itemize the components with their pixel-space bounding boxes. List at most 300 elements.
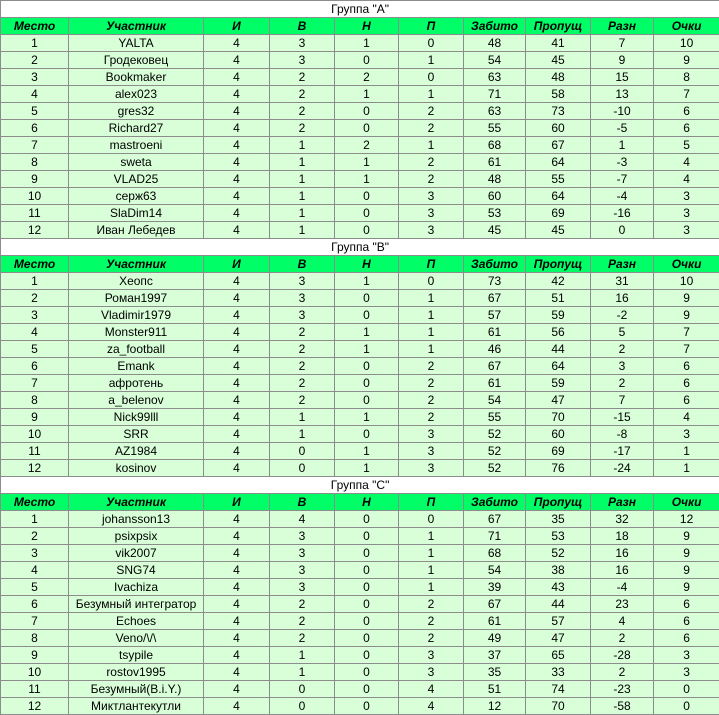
cell-goal-difference: 2 [591, 630, 654, 647]
cell-goals-scored: 67 [464, 511, 526, 528]
cell-goal-difference: 2 [591, 341, 654, 358]
cell-goals-conceded: 42 [526, 273, 591, 290]
cell-participant: SNG74 [69, 562, 204, 579]
column-header-row [1, 18, 719, 35]
header-goals-conceded: Пропущ [526, 18, 591, 35]
cell-participant: Emank [69, 358, 204, 375]
group-title: Группа "B" [1, 239, 719, 256]
cell-points: 3 [654, 222, 719, 239]
cell-goals-scored: 45 [464, 222, 526, 239]
cell-draws: 0 [335, 375, 399, 392]
header-goals-conceded: Пропущ [526, 494, 591, 511]
cell-participant: Bookmaker [69, 69, 204, 86]
cell-points: 6 [654, 392, 719, 409]
cell-participant: rostov1995 [69, 664, 204, 681]
cell-goals-scored: 46 [464, 341, 526, 358]
cell-goals-conceded: 45 [526, 52, 591, 69]
table-row [1, 35, 719, 52]
cell-participant: Безумный интегратор [69, 596, 204, 613]
cell-wins: 3 [270, 35, 335, 52]
cell-goals-conceded: 64 [526, 154, 591, 171]
cell-participant: Veno/\/\ [69, 630, 204, 647]
cell-points: 3 [654, 647, 719, 664]
header-games: И [204, 494, 270, 511]
cell-draws: 0 [335, 698, 399, 715]
table-row [1, 86, 719, 103]
cell-participant: афротень [69, 375, 204, 392]
table-row [1, 154, 719, 171]
cell-games: 4 [204, 647, 270, 664]
cell-goals-scored: 51 [464, 681, 526, 698]
cell-games: 4 [204, 222, 270, 239]
cell-goal-difference: -5 [591, 120, 654, 137]
header-wins: В [270, 18, 335, 35]
cell-participant: za_football [69, 341, 204, 358]
header-goals-scored: Забито [464, 494, 526, 511]
header-draws: Н [335, 256, 399, 273]
cell-points: 6 [654, 613, 719, 630]
cell-games: 4 [204, 562, 270, 579]
cell-losses: 2 [399, 596, 464, 613]
cell-wins: 3 [270, 545, 335, 562]
cell-goal-difference: -28 [591, 647, 654, 664]
cell-wins: 1 [270, 188, 335, 205]
cell-losses: 0 [399, 35, 464, 52]
table-row [1, 426, 719, 443]
cell-goals-scored: 52 [464, 460, 526, 477]
cell-place: 5 [1, 103, 69, 120]
cell-wins: 2 [270, 630, 335, 647]
cell-losses: 1 [399, 290, 464, 307]
cell-goals-scored: 35 [464, 664, 526, 681]
cell-goal-difference: -8 [591, 426, 654, 443]
cell-goals-conceded: 73 [526, 103, 591, 120]
cell-losses: 2 [399, 392, 464, 409]
cell-wins: 3 [270, 307, 335, 324]
cell-goals-conceded: 69 [526, 205, 591, 222]
cell-draws: 1 [335, 154, 399, 171]
cell-draws: 0 [335, 596, 399, 613]
column-header-row [1, 256, 719, 273]
cell-losses: 2 [399, 630, 464, 647]
table-row [1, 664, 719, 681]
cell-draws: 1 [335, 273, 399, 290]
cell-games: 4 [204, 579, 270, 596]
cell-points: 9 [654, 545, 719, 562]
cell-goals-scored: 52 [464, 426, 526, 443]
cell-draws: 0 [335, 528, 399, 545]
cell-goals-conceded: 58 [526, 86, 591, 103]
cell-wins: 2 [270, 613, 335, 630]
table-row [1, 171, 719, 188]
table-row [1, 409, 719, 426]
table-row [1, 460, 719, 477]
cell-losses: 3 [399, 664, 464, 681]
cell-losses: 2 [399, 120, 464, 137]
cell-goal-difference: 2 [591, 375, 654, 392]
cell-goal-difference: 0 [591, 222, 654, 239]
cell-draws: 0 [335, 579, 399, 596]
cell-games: 4 [204, 358, 270, 375]
cell-goals-conceded: 64 [526, 358, 591, 375]
cell-place: 2 [1, 528, 69, 545]
cell-goals-scored: 60 [464, 188, 526, 205]
cell-goal-difference: 1 [591, 137, 654, 154]
cell-draws: 0 [335, 630, 399, 647]
header-games: И [204, 256, 270, 273]
cell-goals-conceded: 52 [526, 545, 591, 562]
table-row [1, 647, 719, 664]
cell-draws: 1 [335, 324, 399, 341]
cell-goals-scored: 37 [464, 647, 526, 664]
cell-goals-conceded: 45 [526, 222, 591, 239]
cell-place: 11 [1, 205, 69, 222]
cell-games: 4 [204, 307, 270, 324]
cell-goals-conceded: 38 [526, 562, 591, 579]
cell-participant: a_belenov [69, 392, 204, 409]
cell-draws: 0 [335, 52, 399, 69]
cell-wins: 3 [270, 528, 335, 545]
cell-goal-difference: -2 [591, 307, 654, 324]
cell-goals-conceded: 59 [526, 307, 591, 324]
cell-goals-scored: 55 [464, 120, 526, 137]
cell-participant: sweta [69, 154, 204, 171]
header-participant: Участник [69, 18, 204, 35]
cell-wins: 0 [270, 681, 335, 698]
cell-participant: gres32 [69, 103, 204, 120]
cell-wins: 3 [270, 52, 335, 69]
cell-goals-scored: 57 [464, 307, 526, 324]
group-title: Группа "C" [1, 477, 719, 494]
cell-participant: Хеопс [69, 273, 204, 290]
header-place: Место [1, 256, 69, 273]
cell-points: 10 [654, 273, 719, 290]
cell-goals-conceded: 44 [526, 341, 591, 358]
cell-place: 6 [1, 358, 69, 375]
cell-points: 8 [654, 69, 719, 86]
cell-goals-conceded: 69 [526, 443, 591, 460]
cell-draws: 0 [335, 120, 399, 137]
cell-goals-conceded: 65 [526, 647, 591, 664]
cell-goals-scored: 48 [464, 171, 526, 188]
cell-goals-conceded: 59 [526, 375, 591, 392]
cell-goals-scored: 48 [464, 35, 526, 52]
table-row [1, 324, 719, 341]
cell-points: 4 [654, 171, 719, 188]
cell-wins: 2 [270, 341, 335, 358]
header-goal-difference: Разн [591, 18, 654, 35]
header-draws: Н [335, 494, 399, 511]
cell-points: 6 [654, 120, 719, 137]
cell-points: 9 [654, 528, 719, 545]
cell-goals-conceded: 41 [526, 35, 591, 52]
cell-games: 4 [204, 86, 270, 103]
cell-goals-scored: 68 [464, 137, 526, 154]
cell-goals-conceded: 67 [526, 137, 591, 154]
cell-games: 4 [204, 205, 270, 222]
table-row [1, 630, 719, 647]
cell-losses: 1 [399, 341, 464, 358]
cell-games: 4 [204, 52, 270, 69]
cell-games: 4 [204, 324, 270, 341]
header-games: И [204, 18, 270, 35]
cell-draws: 0 [335, 664, 399, 681]
cell-goal-difference: 31 [591, 273, 654, 290]
cell-participant: tsypile [69, 647, 204, 664]
cell-games: 4 [204, 290, 270, 307]
group-title: Группа "A" [1, 1, 719, 18]
cell-losses: 4 [399, 681, 464, 698]
cell-goals-conceded: 53 [526, 528, 591, 545]
cell-wins: 2 [270, 324, 335, 341]
cell-points: 7 [654, 86, 719, 103]
cell-draws: 0 [335, 545, 399, 562]
cell-games: 4 [204, 120, 270, 137]
cell-place: 3 [1, 69, 69, 86]
cell-points: 9 [654, 290, 719, 307]
cell-wins: 2 [270, 358, 335, 375]
header-draws: Н [335, 18, 399, 35]
cell-points: 9 [654, 307, 719, 324]
cell-wins: 3 [270, 579, 335, 596]
table-row [1, 222, 719, 239]
header-losses: П [399, 494, 464, 511]
cell-points: 3 [654, 426, 719, 443]
cell-points: 9 [654, 562, 719, 579]
cell-losses: 2 [399, 154, 464, 171]
cell-place: 4 [1, 562, 69, 579]
cell-points: 6 [654, 358, 719, 375]
cell-goal-difference: -15 [591, 409, 654, 426]
header-place: Место [1, 494, 69, 511]
cell-wins: 0 [270, 443, 335, 460]
table-row [1, 188, 719, 205]
table-row [1, 205, 719, 222]
cell-participant: SRR [69, 426, 204, 443]
cell-goals-scored: 63 [464, 69, 526, 86]
cell-goal-difference: 7 [591, 35, 654, 52]
cell-losses: 3 [399, 460, 464, 477]
header-wins: В [270, 256, 335, 273]
cell-goal-difference: 16 [591, 545, 654, 562]
table-row [1, 341, 719, 358]
cell-goals-scored: 67 [464, 358, 526, 375]
cell-place: 7 [1, 375, 69, 392]
cell-games: 4 [204, 596, 270, 613]
cell-place: 2 [1, 52, 69, 69]
cell-goal-difference: 3 [591, 358, 654, 375]
cell-goals-conceded: 51 [526, 290, 591, 307]
table-row [1, 375, 719, 392]
table-row [1, 545, 719, 562]
table-row [1, 562, 719, 579]
cell-goals-scored: 52 [464, 443, 526, 460]
cell-place: 5 [1, 341, 69, 358]
table-row [1, 596, 719, 613]
header-points: Очки [654, 494, 719, 511]
cell-losses: 0 [399, 273, 464, 290]
cell-goals-conceded: 44 [526, 596, 591, 613]
cell-place: 4 [1, 86, 69, 103]
cell-goals-scored: 61 [464, 324, 526, 341]
cell-losses: 1 [399, 528, 464, 545]
cell-place: 11 [1, 443, 69, 460]
cell-losses: 2 [399, 409, 464, 426]
cell-place: 10 [1, 426, 69, 443]
cell-participant: Richard27 [69, 120, 204, 137]
cell-goals-scored: 67 [464, 596, 526, 613]
cell-participant: серж63 [69, 188, 204, 205]
cell-losses: 0 [399, 511, 464, 528]
cell-place: 3 [1, 307, 69, 324]
cell-goals-conceded: 43 [526, 579, 591, 596]
cell-draws: 1 [335, 86, 399, 103]
cell-place: 7 [1, 613, 69, 630]
cell-goal-difference: -10 [591, 103, 654, 120]
cell-points: 3 [654, 188, 719, 205]
cell-goal-difference: 9 [591, 52, 654, 69]
cell-participant: YALTA [69, 35, 204, 52]
header-participant: Участник [69, 256, 204, 273]
cell-goals-scored: 63 [464, 103, 526, 120]
header-place: Место [1, 18, 69, 35]
cell-goal-difference: -4 [591, 188, 654, 205]
cell-goals-conceded: 47 [526, 630, 591, 647]
cell-points: 4 [654, 154, 719, 171]
cell-wins: 2 [270, 120, 335, 137]
cell-participant: Гродековец [69, 52, 204, 69]
cell-wins: 3 [270, 273, 335, 290]
cell-place: 8 [1, 630, 69, 647]
cell-losses: 2 [399, 375, 464, 392]
cell-goals-conceded: 76 [526, 460, 591, 477]
cell-goals-scored: 54 [464, 52, 526, 69]
cell-draws: 0 [335, 358, 399, 375]
header-wins: В [270, 494, 335, 511]
cell-place: 7 [1, 137, 69, 154]
cell-goals-conceded: 55 [526, 171, 591, 188]
table-row [1, 273, 719, 290]
cell-place: 9 [1, 409, 69, 426]
header-goals-scored: Забито [464, 256, 526, 273]
cell-draws: 1 [335, 35, 399, 52]
cell-goals-scored: 49 [464, 630, 526, 647]
cell-losses: 2 [399, 358, 464, 375]
cell-points: 6 [654, 103, 719, 120]
header-losses: П [399, 18, 464, 35]
cell-games: 4 [204, 341, 270, 358]
cell-losses: 3 [399, 222, 464, 239]
cell-games: 4 [204, 426, 270, 443]
cell-participant: Роман1997 [69, 290, 204, 307]
cell-wins: 3 [270, 290, 335, 307]
cell-goal-difference: 15 [591, 69, 654, 86]
cell-losses: 1 [399, 307, 464, 324]
cell-participant: vik2007 [69, 545, 204, 562]
cell-draws: 0 [335, 103, 399, 120]
cell-participant: mastroeni [69, 137, 204, 154]
cell-goal-difference: 16 [591, 290, 654, 307]
cell-participant: Иван Лебедев [69, 222, 204, 239]
table-row [1, 392, 719, 409]
cell-losses: 4 [399, 698, 464, 715]
header-goals-scored: Забито [464, 18, 526, 35]
cell-games: 4 [204, 69, 270, 86]
table-row [1, 698, 719, 715]
cell-goals-conceded: 57 [526, 613, 591, 630]
cell-games: 4 [204, 154, 270, 171]
cell-place: 10 [1, 188, 69, 205]
cell-wins: 1 [270, 171, 335, 188]
cell-wins: 4 [270, 511, 335, 528]
cell-points: 6 [654, 596, 719, 613]
group-title-row [1, 477, 719, 494]
cell-goal-difference: 23 [591, 596, 654, 613]
cell-points: 7 [654, 341, 719, 358]
header-goal-difference: Разн [591, 256, 654, 273]
cell-goal-difference: 18 [591, 528, 654, 545]
cell-goals-scored: 39 [464, 579, 526, 596]
cell-points: 5 [654, 137, 719, 154]
table-row [1, 290, 719, 307]
cell-participant: AZ1984 [69, 443, 204, 460]
cell-participant: psixpsix [69, 528, 204, 545]
cell-draws: 0 [335, 307, 399, 324]
cell-wins: 1 [270, 222, 335, 239]
cell-goal-difference: 4 [591, 613, 654, 630]
cell-goals-scored: 12 [464, 698, 526, 715]
cell-draws: 0 [335, 613, 399, 630]
cell-losses: 2 [399, 613, 464, 630]
cell-goals-scored: 54 [464, 392, 526, 409]
cell-wins: 2 [270, 375, 335, 392]
cell-games: 4 [204, 681, 270, 698]
cell-wins: 1 [270, 647, 335, 664]
table-row [1, 307, 719, 324]
cell-goals-scored: 53 [464, 205, 526, 222]
cell-wins: 2 [270, 69, 335, 86]
cell-wins: 1 [270, 205, 335, 222]
cell-games: 4 [204, 375, 270, 392]
cell-goals-scored: 61 [464, 613, 526, 630]
cell-losses: 1 [399, 52, 464, 69]
cell-losses: 1 [399, 545, 464, 562]
cell-games: 4 [204, 613, 270, 630]
cell-losses: 1 [399, 324, 464, 341]
cell-draws: 0 [335, 392, 399, 409]
cell-goal-difference: 32 [591, 511, 654, 528]
cell-place: 1 [1, 511, 69, 528]
cell-place: 11 [1, 681, 69, 698]
cell-participant: SlaDim14 [69, 205, 204, 222]
cell-draws: 0 [335, 188, 399, 205]
cell-participant: Vladimir1979 [69, 307, 204, 324]
cell-wins: 1 [270, 154, 335, 171]
cell-games: 4 [204, 137, 270, 154]
cell-participant: Monster911 [69, 324, 204, 341]
cell-points: 9 [654, 579, 719, 596]
table-row [1, 681, 719, 698]
cell-goal-difference: -4 [591, 579, 654, 596]
table-row [1, 137, 719, 154]
cell-points: 12 [654, 511, 719, 528]
cell-place: 3 [1, 545, 69, 562]
cell-place: 5 [1, 579, 69, 596]
cell-goals-conceded: 60 [526, 426, 591, 443]
cell-wins: 0 [270, 460, 335, 477]
cell-place: 12 [1, 698, 69, 715]
cell-place: 8 [1, 154, 69, 171]
